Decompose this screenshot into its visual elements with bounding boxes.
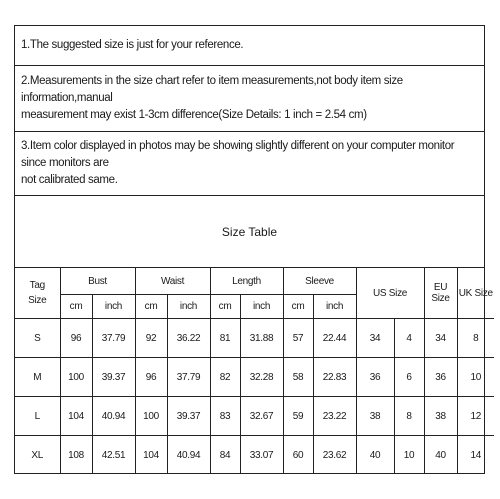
length-header: Length [210,268,283,295]
size-table [15,268,494,474]
table-row [15,358,494,397]
sleeve-cm-cell: 60 [283,436,313,475]
tag-size-cell: M [15,358,60,397]
unit-cm: cm [210,295,240,319]
uk-size-header: UK Size [457,268,494,319]
length-inch-cell: 33.07 [240,436,283,475]
us-size-cell: 40 [356,436,394,475]
sleeve-inch-cell: 23.62 [313,436,356,475]
us-size-alt-cell: 4 [394,319,424,358]
unit-cm: cm [60,295,92,319]
uk-size-cell: 8 [457,319,494,358]
waist-cm-cell: 100 [135,397,167,436]
sleeve-inch-cell: 22.44 [313,319,356,358]
length-cm-cell: 84 [210,436,240,475]
us-size-alt-cell: 6 [394,358,424,397]
table-row [15,436,494,475]
waist-inch-cell: 36.22 [167,319,210,358]
bust-header: Bust [60,268,135,295]
us-size-cell: 34 [356,319,394,358]
sleeve-header: Sleeve [283,268,356,295]
note-line: 1.The suggested size is just for your reference. [21,39,244,51]
bust-inch-cell: 39.37 [92,358,135,397]
uk-size-cell: 14 [457,436,494,475]
eu-size-cell: 36 [424,358,457,397]
length-cm-cell: 83 [210,397,240,436]
us-size-header: US Size [356,268,424,319]
length-inch-cell: 31.88 [240,319,283,358]
waist-header: Waist [135,268,210,295]
unit-inch: inch [167,295,210,319]
note-item-color [15,132,484,196]
eu-size-cell: 38 [424,397,457,436]
note-measurements [15,66,484,132]
bust-inch-cell: 37.79 [92,319,135,358]
waist-cm-cell: 96 [135,358,167,397]
note-line: 2.Measurements in the size chart refer to item measurements,not body item size information,manual [21,75,403,104]
unit-cm: cm [135,295,167,319]
length-cm-cell: 81 [210,319,240,358]
bust-cm-cell: 108 [60,436,92,475]
waist-cm-cell: 104 [135,436,167,475]
length-cm-cell: 82 [210,358,240,397]
us-size-alt-cell: 10 [394,436,424,475]
tag-size-cell: XL [15,436,60,475]
table-row [15,319,494,358]
bust-cm-cell: 104 [60,397,92,436]
eu-size-cell: 34 [424,319,457,358]
us-size-cell: 38 [356,397,394,436]
us-size-cell: 36 [356,358,394,397]
eu-size-cell: 40 [424,436,457,475]
waist-inch-cell: 39.37 [167,397,210,436]
bust-inch-cell: 40.94 [92,397,135,436]
note-suggested-size [15,26,484,66]
sleeve-cm-cell: 59 [283,397,313,436]
unit-cm: cm [283,295,313,319]
unit-inch: inch [240,295,283,319]
waist-cm-cell: 92 [135,319,167,358]
length-inch-cell: 32.28 [240,358,283,397]
eu-size-header: EU Size [424,268,457,319]
size-chart-document [14,25,493,474]
bust-inch-cell: 42.51 [92,436,135,475]
tag-size-header: Tag Size [15,268,60,319]
note-line: measurement may exist 1-3cm difference(Size Details: 1 inch = 2.54 cm) [21,109,367,121]
unit-inch: inch [92,295,135,319]
unit-inch: inch [313,295,356,319]
bust-cm-cell: 96 [60,319,92,358]
sleeve-inch-cell: 22.83 [313,358,356,397]
note-line: not calibrated same. [21,174,118,186]
note-line: 3.Item color displayed in photos may be showing slightly different on your computer monitor since monitors are [21,140,455,169]
sleeve-inch-cell: 23.22 [313,397,356,436]
sleeve-cm-cell: 58 [283,358,313,397]
size-table-title: Size Table [15,196,484,268]
bust-cm-cell: 100 [60,358,92,397]
length-inch-cell: 32.67 [240,397,283,436]
uk-size-cell: 12 [457,397,494,436]
us-size-alt-cell: 8 [394,397,424,436]
table-row [15,397,494,436]
uk-size-cell: 10 [457,358,494,397]
tag-size-cell: L [15,397,60,436]
waist-inch-cell: 40.94 [167,436,210,475]
tag-size-cell: S [15,319,60,358]
table-header-row [15,268,494,295]
waist-inch-cell: 37.79 [167,358,210,397]
sleeve-cm-cell: 57 [283,319,313,358]
